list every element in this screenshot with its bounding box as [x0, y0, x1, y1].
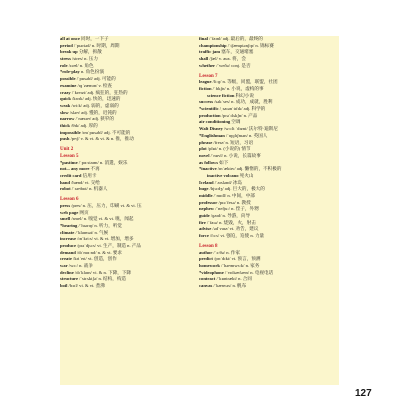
vocab-word: period: [60, 42, 73, 48]
vocab-definition: /ɡaɪd/ n. 导游，向导: [209, 213, 251, 219]
vocab-entry: [199, 173, 339, 180]
vocab-definition: /ɪnˈæktɪv/ adj. 懒惰的，不积极的: [216, 166, 282, 172]
vocab-definition: /wiːk/ adj. 弱的，虚弱的: [70, 102, 119, 108]
vocab-word: success: [199, 99, 214, 105]
vocab-word: decline: [60, 269, 74, 275]
vocab-entry: [199, 283, 339, 290]
vocab-definition: /rəʊl/ n. 角色: [67, 62, 94, 68]
vocab-definition: 科幻小说: [234, 92, 254, 98]
vocab-definition: /hjuːdʒ/ adj. 巨大的，极大的: [208, 186, 265, 192]
vocab-definition: /dɪˈklaɪn/ vi. & n. 下降，下降: [73, 269, 132, 275]
vocab-entry: [60, 236, 196, 243]
vocab-word: whether: [199, 62, 216, 68]
vocab-entry: [60, 166, 196, 173]
vocab-word: smell: [60, 216, 71, 222]
lesson-heading: [60, 196, 196, 203]
vocab-definition: /ˈklaɪmət/ n. 气候: [74, 229, 109, 235]
vocab-definition: /ɪnˈkriːs/ vi. & vt. 增加，增多: [76, 236, 134, 242]
vocab-entry: [60, 203, 196, 210]
vocab-definition: n. 角色扮演: [79, 69, 104, 75]
vocab-entry: [60, 103, 196, 110]
vocab-word: structure: [60, 276, 79, 282]
lesson-title: Lesson 8: [199, 244, 218, 249]
vocab-word: web page: [60, 209, 79, 215]
vocab-word: hand: [60, 179, 70, 185]
vocab-word: nephew: [199, 206, 215, 212]
vocab-entry: [199, 153, 339, 160]
vocab-word: as follows: [199, 159, 219, 165]
lesson-title: Lesson 5: [60, 153, 79, 159]
vocab-definition: /ˈweðə/ conj. 是否: [215, 62, 251, 68]
vocab-entry: [60, 76, 196, 83]
vocab-entry: [60, 136, 196, 143]
vocab-definition: /stres/ n. 压力: [70, 56, 98, 62]
vocab-definition: /ˈkænvəs/ n. 帆布: [212, 283, 247, 289]
vocab-definition: /ˈmɪdl/ n. 中间，中部: [212, 193, 255, 198]
vocab-definition: /pʊʃ/ v. & vt. & vi. & n. 推，推动: [69, 136, 134, 142]
vocab-definition: /ˈstrʌktʃə/ n. 结构，构造: [78, 276, 127, 282]
vocab-definition: /ˈpɒsəbl/ adj. 可能的: [75, 76, 116, 82]
vocab-entry: [199, 86, 339, 93]
lesson-heading: [60, 153, 196, 160]
vocab-word: slow: [60, 109, 69, 115]
vocab-definition: /wɔː/ n. 战争: [67, 263, 93, 269]
vocab-word: phrase: [199, 139, 213, 145]
vocab-definition: /ˈtʃæmpiənʃɪp/ n. 锦标赛: [226, 42, 274, 48]
vocab-definition: /plɒt/ n. (小说的) 情节: [206, 146, 251, 152]
vocab-word: demand: [60, 249, 76, 255]
vocab-word: plot: [199, 146, 207, 152]
vocab-word: shall: [199, 56, 209, 62]
vocab-entry: [60, 283, 196, 290]
vocab-definition: /ˈpɪəriəd/ n. 时期，周期: [72, 42, 120, 48]
vocab-definition: /kwɪk/ adj. 快的，迅速的: [70, 96, 121, 102]
vocab-word: league: [199, 79, 212, 85]
vocab-word: contract: [199, 276, 216, 282]
vocab-word: *Englishman: [199, 132, 225, 138]
vocab-word: weak: [60, 102, 71, 108]
vocab-word: fiction: [199, 86, 212, 91]
vocab-definition: /prɪˈdɪkt/ vt. 预言，预测: [212, 256, 261, 262]
vocab-definition: 网页: [78, 209, 89, 215]
vocab-definition: 空调: [230, 119, 241, 125]
vocab-word: advise: [199, 226, 212, 232]
vocab-word: robot: [60, 186, 71, 192]
vocab-entry: [199, 233, 339, 240]
vocab-word: inactive volcano: [207, 172, 239, 178]
vocab-entry: [60, 83, 196, 90]
vocab-word: stress: [60, 56, 71, 62]
vocab-definition: /ˈkreɪzi/ adj. 疯狂的，狂热的: [70, 89, 128, 95]
vocab-definition: /sləʊ/ adj. 慢的，迟钝的: [68, 109, 117, 115]
vocab-word: increase: [60, 236, 76, 242]
vocab-definition: /freɪz/ n. 短语，习语: [212, 139, 254, 145]
vocab-definition: /hænd/ vt. 交给: [69, 179, 100, 185]
right-column: [199, 36, 339, 290]
vocab-definition: /səkˈses/ n. 成功，成就，胜利: [213, 99, 273, 105]
vocab-definition: /ɪmˈpɒsəbl/ adj. 不可能的: [80, 129, 131, 135]
vocab-word: middle: [199, 193, 213, 198]
vocab-word: air conditioning: [199, 119, 231, 125]
vocab-word: push: [60, 136, 70, 142]
vocab-definition: /ˈaɪslənd/ 冰岛: [213, 179, 243, 185]
vocab-word: predict: [199, 256, 213, 262]
vocab-definition: /liːɡ/ n. 等级，同盟，联盟，社团: [211, 79, 278, 85]
vocab-definition: /ˈhɪərɪŋ/ n. 听力，听觉: [77, 222, 122, 228]
vocab-word: role: [60, 62, 68, 68]
vocab-entry: [199, 126, 339, 133]
vocab-word: create: [60, 256, 72, 262]
vocab-definition: /ʃæl/ v. aux. 将，会: [208, 56, 246, 62]
vocab-entry: [60, 173, 196, 180]
vocab-entry: [60, 216, 196, 223]
vocab-word: *pastime: [60, 159, 78, 165]
vocab-definition: 分解，拆散: [77, 49, 102, 55]
vocab-definition: /fɔːs/ vt. 强迫，迫使 n. 力量: [208, 233, 265, 239]
vocab-entry: [60, 263, 196, 270]
vocab-definition: /ɪɡˈzæmɪn/ v. 检查: [76, 82, 113, 88]
vocab-word: huge: [199, 186, 209, 192]
vocab-word: quick: [60, 96, 71, 102]
vocab-word: produce: [60, 243, 76, 248]
vocab-definition: /prəˈdjuːs/ vt. 生产，制造 n. 产品: [76, 243, 141, 248]
vocab-definition: 同时，一下子: [79, 36, 109, 41]
vocab-definition: /ədˈvaɪz/ vt. 劝告，建议: [211, 226, 259, 232]
vocab-word: crazy: [60, 89, 71, 95]
vocab-word: narrow: [60, 116, 75, 122]
vocab-entry: [60, 186, 196, 193]
vocab-definition: 不再: [89, 166, 100, 172]
vocab-definition: 死火山: [238, 172, 254, 178]
lesson-title: Lesson 7: [199, 73, 218, 79]
vocab-definition: /ˈɪŋɡlɪʃmən/ n. 英国人: [224, 132, 268, 138]
vocab-entry: [60, 56, 196, 63]
vocab-entry: [199, 146, 339, 153]
vocab-word: Walt Disney: [199, 126, 223, 132]
vocab-entry: [199, 193, 339, 200]
lesson-heading: [199, 243, 339, 250]
vocab-word: force: [199, 233, 209, 239]
vocab-entry: [199, 36, 339, 43]
vocab-entry: [199, 106, 339, 113]
vocab-entry: [199, 63, 339, 70]
unit-title: Unit 2: [60, 147, 74, 153]
vocab-word: novel: [199, 152, 210, 158]
vocab-definition: /θɪk/ adj. 厚的: [69, 122, 98, 128]
vocab-word: examine: [60, 82, 77, 88]
vocab-word: credit card: [60, 172, 82, 178]
vocab-definition: 如下: [218, 159, 229, 165]
vocab-word: production: [199, 112, 221, 118]
vocab-definition: /bɔɪl/ vi. & vt. 煮沸: [67, 283, 105, 289]
vocab-entry: [199, 186, 339, 193]
vocab-definition: 塞车，交通堵塞: [220, 49, 254, 55]
vocab-definition: /ˈnærəʊ/ adj. 狭窄的: [74, 116, 114, 122]
vocab-word: impossible: [60, 129, 81, 135]
vocab-entry: [60, 123, 196, 130]
vocab-definition: /ˈfɪkʃn/ n. 小说，虚构的事: [211, 86, 264, 91]
vocab-word: *scientific: [199, 106, 219, 112]
vocab-word: possible: [60, 76, 76, 82]
vocab-word: fire: [199, 219, 206, 225]
vocab-word: boil: [60, 283, 68, 289]
unit-heading: [60, 146, 196, 153]
vocab-word: *videophone: [199, 269, 224, 275]
vocab-definition: /ˌsaɪənˈtɪfɪk/ adj. 科学的: [218, 106, 266, 112]
vocab-word: author: [199, 249, 213, 255]
left-column: [60, 36, 196, 290]
vocab-entry: [60, 116, 196, 123]
vocab-entry: [60, 223, 196, 230]
page-number: 127: [355, 388, 372, 399]
vocab-definition: /prəˈfesə/ n. 教授: [217, 199, 251, 205]
vocab-entry: [60, 96, 196, 103]
vocab-definition: /ˈfaɪnl/ adj. 最后的，最终的: [207, 36, 263, 41]
vocab-definition: /dɪˈmɑːnd/ n. & vt. 要求: [75, 249, 122, 255]
vocab-word: homework: [199, 263, 220, 269]
vocab-word: science fiction: [207, 92, 235, 98]
vocab-word: final: [199, 36, 208, 41]
vocab-word: Iceland: [199, 179, 214, 185]
vocab-word: climate: [60, 229, 75, 235]
vocab-definition: /kriˈeɪt/ vt. 创造，创作: [71, 256, 117, 262]
vocab-definition: 信用卡: [81, 172, 97, 178]
vocab-definition: /ˈvɪdiəʊfəʊn/ n. 电视电话: [223, 269, 274, 275]
vocab-word: *inactive: [199, 166, 217, 172]
vocab-word: not... any more: [60, 166, 90, 172]
vocab-entry: [199, 263, 339, 270]
vocab-definition: /ˈnɒvl/ n. 小说，长篇故事: [209, 152, 261, 158]
vocab-definition: /smel/ n. 嗅觉 vi. & vt. 嗅，闻起: [70, 216, 134, 222]
vocab-definition: /ˈɔːθə/ n. 作家: [212, 249, 240, 255]
vocab-entry: [60, 243, 196, 250]
vocab-entry: [199, 133, 339, 140]
vocab-definition: /wɔːlt ˈdɪzni/ 沃尔特·迪斯尼: [222, 126, 278, 132]
vocab-word: *role-play: [60, 69, 80, 75]
vocab-definition: /prəˈdʌkʃn/ n. 产品: [220, 112, 258, 118]
vocab-word: break up: [60, 49, 78, 55]
vocab-entry: [199, 166, 339, 173]
vocab-word: war: [60, 263, 68, 269]
vocab-word: championship: [199, 42, 227, 48]
vocab-definition: /ˈpɑːstaɪm/ n. 消遣，娱乐: [77, 159, 128, 165]
vocab-word: thick: [60, 122, 70, 128]
vocab-entry: [199, 213, 339, 220]
vocab-word: press: [60, 202, 71, 208]
vocab-definition: /ˈrəʊbɒt/ n. 机器人: [70, 186, 108, 192]
vocab-definition: /ˈhəʊmwɜːk/ n. 家务: [219, 263, 260, 269]
vocab-word: traffic jam: [199, 49, 221, 55]
vocab-definition: /pres/ n. 压，压力，印刷 vt. & vi. 压: [70, 202, 142, 208]
vocab-entry: [199, 56, 339, 63]
vocab-word: *hearing: [60, 222, 78, 228]
vocab-word: professor: [199, 199, 218, 205]
vocabulary-sheet: [60, 36, 339, 385]
vocab-definition: /ˈkɒntrækt/ n. 合同: [215, 276, 252, 282]
vocab-word: guide: [199, 213, 210, 219]
lesson-title: Lesson 6: [60, 197, 79, 203]
vocab-entry: [199, 79, 339, 86]
vocab-definition: /ˈnefjuː/ n. 侄子，外甥: [214, 206, 259, 212]
vocab-definition: /ˈfaɪə/ n. 烧毁，火，射击: [205, 219, 256, 225]
vocab-word: all at once: [60, 36, 80, 41]
vocab-entry: [60, 36, 196, 43]
vocab-word: canvas: [199, 283, 213, 289]
